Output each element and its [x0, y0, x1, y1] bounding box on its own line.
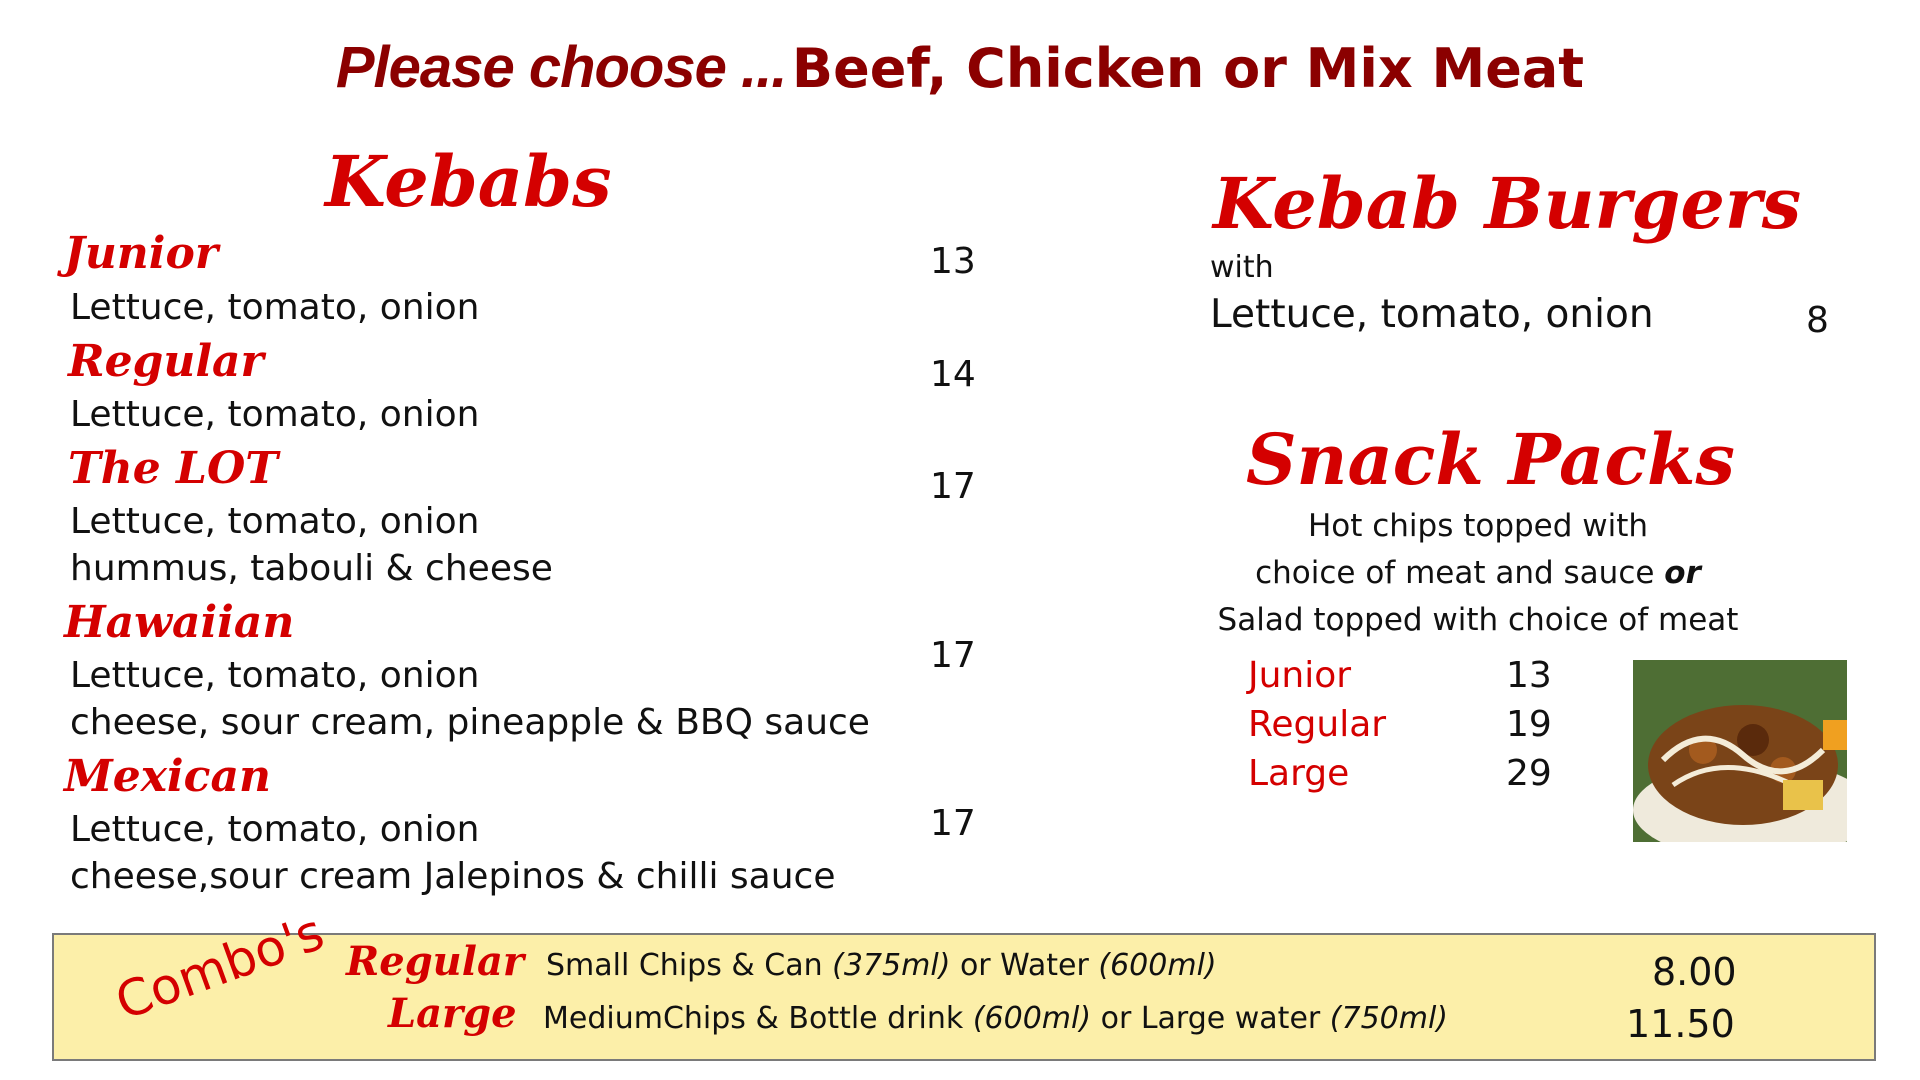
item-desc: Lettuce, tomato, onion — [70, 287, 480, 328]
snack-desc-or: or — [1664, 555, 1701, 591]
combo-title: Combo's — [108, 902, 332, 1032]
item-desc: Lettuce, tomato, onion — [70, 394, 480, 435]
title-rest: Beef, Chicken or Mix Meat — [791, 37, 1585, 100]
burgers-price: 8 — [1806, 300, 1829, 341]
snack-pack-photo — [1633, 660, 1847, 842]
combo-desc-d: (750ml) — [1329, 1001, 1449, 1036]
combo-size: Regular — [346, 938, 524, 985]
item-desc: Lettuce, tomato, onion — [70, 655, 480, 696]
item-desc-extra: cheese, sour cream, pineapple & BBQ sauce — [70, 702, 870, 743]
snack-size-price: 19 — [1506, 704, 1552, 745]
combo-desc-c: or Water — [950, 948, 1099, 983]
item-price: 13 — [930, 241, 976, 282]
snack-desc-line1: Hot chips topped with — [1307, 508, 1649, 544]
snack-desc-text: choice of meat and sauce — [1255, 555, 1665, 591]
combo-desc — [546, 948, 1217, 983]
combo-desc-d: (600ml) — [1098, 948, 1217, 983]
item-price: 17 — [930, 803, 976, 844]
combo-desc — [543, 1001, 1448, 1036]
combo-size: Large — [388, 990, 517, 1037]
kebabs-title: Kebabs — [325, 140, 612, 223]
combo-price: 11.50 — [1626, 1002, 1735, 1046]
combo-desc-b: (600ml) — [972, 1001, 1092, 1036]
snack-title: Snack Packs — [1246, 418, 1735, 501]
combo-desc-a: Small Chips & Can — [546, 948, 833, 983]
snack-size-name: Large — [1248, 753, 1350, 794]
item-price: 17 — [930, 635, 976, 676]
item-desc: Lettuce, tomato, onion — [70, 809, 480, 850]
snack-size-price: 13 — [1506, 655, 1552, 696]
item-name: Junior — [64, 228, 219, 279]
combo-price: 8.00 — [1652, 950, 1737, 994]
item-name: Mexican — [64, 751, 271, 802]
snack-desc-line2 — [1168, 555, 1788, 591]
snack-size-name: Junior — [1248, 655, 1352, 696]
item-name: Regular — [68, 336, 264, 387]
title-lead: Please choose ... — [335, 35, 787, 100]
snack-size-price: 29 — [1506, 753, 1552, 794]
item-name: The LOT — [68, 443, 279, 494]
item-desc: Lettuce, tomato, onion — [70, 501, 480, 542]
burgers-desc: Lettuce, tomato, onion — [1210, 292, 1654, 337]
item-desc-extra: cheese,sour cream Jalepinos & chilli sauce — [70, 856, 836, 897]
burgers-with: with — [1210, 250, 1274, 285]
item-price: 17 — [930, 466, 976, 507]
combo-desc-c: or Large water — [1091, 1001, 1330, 1036]
item-name: Hawaiian — [64, 597, 295, 648]
combo-desc-a: MediumChips & Bottle drink — [543, 1001, 973, 1036]
item-price: 14 — [930, 354, 976, 395]
snack-desc-line3: Salad topped with choice of meat — [1217, 602, 1739, 638]
item-desc-extra: hummus, tabouli & cheese — [70, 548, 553, 589]
snack-pack-photo-art — [1633, 660, 1847, 842]
combo-desc-b: (375ml) — [832, 948, 951, 983]
burgers-title: Kebab Burgers — [1213, 162, 1802, 245]
snack-size-name: Regular — [1248, 704, 1387, 745]
page-title — [0, 34, 1920, 101]
